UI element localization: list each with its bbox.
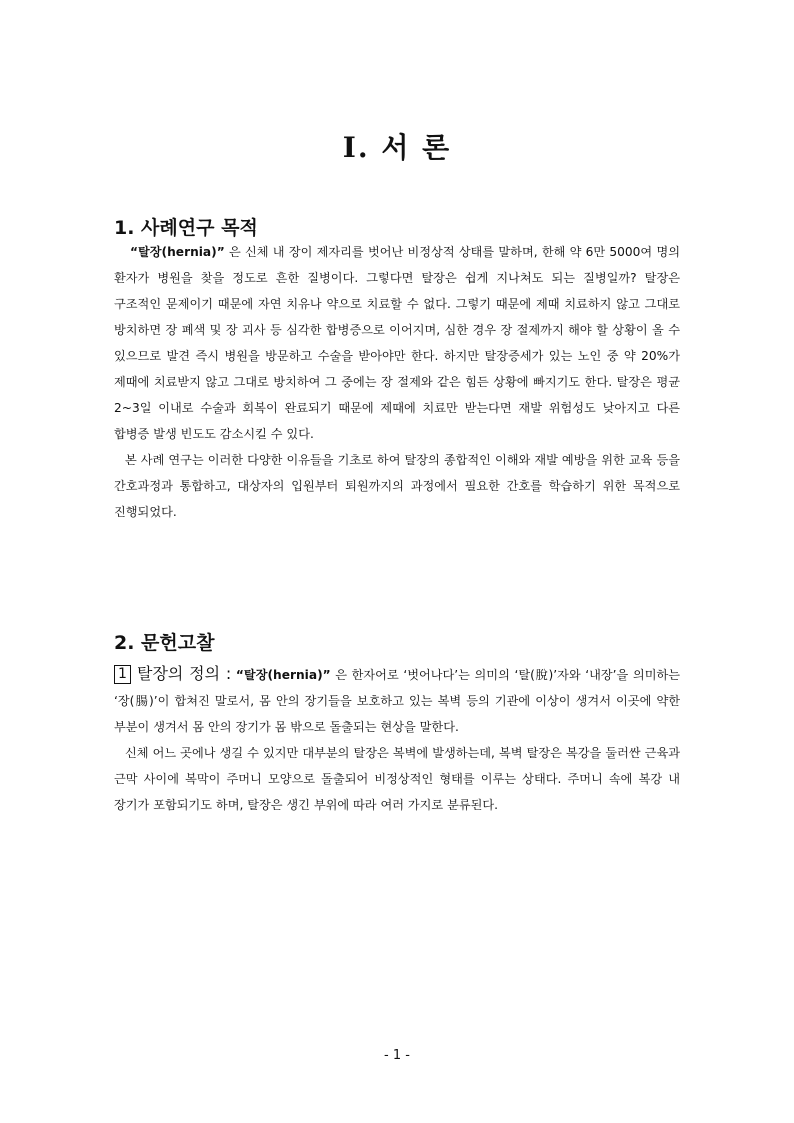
section-1-paragraph-1 [114, 239, 680, 447]
paragraph-text: 은 신체 내 장이 제자리를 벗어난 비정상적 상태를 말하며, 한해 약 6만 5000여 명의 환자가 병원을 찾을 정도로 흔한 질병이다. 그렇다면 탈장은 쉽게 지나쳐도 되는 질병일까? 탈장은 구조적인 문제이기 때문에 자연 치유나 약으로 치료할 수 없다. 그렇기 때문에 제때 치료하지 않고 그대로 방치하면 장 폐색 및 장 괴사 등 심각한 합병증으로 이어지며, 심한 경우 장 절제까지 해야 할 상황이 올 수 있으므로 발견 즉시 병원을 방문하고 수술을 받아야만 한다. 하지만 탈장증세가 있는 노인 중 약 20%가 제때에 치료받지 않고 그대로 방치하여 그 중에는 장 절제와 같은 힘든 상황에 빠지기도 한다. 탈장은 평균 2~3일 이내로 수술과 회복이 완료되기 때문에 제때에 치료만 받는다면 재발 위험성도 낮아지고 다른 합병증 발생 빈도도 감소시킬 수 있다. [114, 245, 680, 441]
section-2-paragraph-1 [114, 661, 680, 740]
definition-subheading: 탈장의 정의 : [137, 664, 232, 683]
section-1-heading: 1. 사례연구 목적 [114, 217, 258, 239]
section-2-body [114, 661, 680, 818]
page-number: - 1 - [384, 1048, 410, 1063]
hernia-term: “탈장(hernia)” [235, 668, 331, 682]
page-title: I. 서 론 [342, 131, 452, 164]
section-2-heading: 2. 문헌고찰 [114, 632, 215, 654]
section-2-paragraph-2: 신체 어느 곳에나 생길 수 있지만 대부분의 탈장은 복벽에 발생하는데, 복벽 탈장은 복강을 둘러싼 근육과 근막 사이에 복막이 주머니 모양으로 돌출되어 비정상적인 형태를 이루는 상태다. 주머니 속에 복강 내 장기가 포함되기도 하며, 탈장은 생긴 부위에 따라 여러 가지로 분류된다. [114, 746, 680, 812]
hernia-term: “탈장(hernia)” [130, 245, 225, 259]
section-1-body [114, 239, 680, 525]
boxed-number: 1 [114, 665, 131, 684]
paragraph-text: 은 한자어로 ‘벗어나다’는 의미의 ‘탈(脫)’자와 ‘내장’을 의미하는 ‘장(腸)’이 합쳐진 말로서, 몸 안의 장기들을 보호하고 있는 복벽 등의 기관에 이상이 생겨서 이곳에 약한 부분이 생겨서 몸 안의 장기가 몸 밖으로 돌출되는 현상을 말한다. [114, 668, 681, 734]
section-1-paragraph-2: 본 사례 연구는 이러한 다양한 이유들을 기초로 하여 탈장의 종합적인 이해와 재발 예방을 위한 교육 등을 간호과정과 통합하고, 대상자의 입원부터 퇴원까지의 과정에서 필요한 간호를 학습하기 위한 목적으로 진행되었다. [114, 453, 680, 519]
